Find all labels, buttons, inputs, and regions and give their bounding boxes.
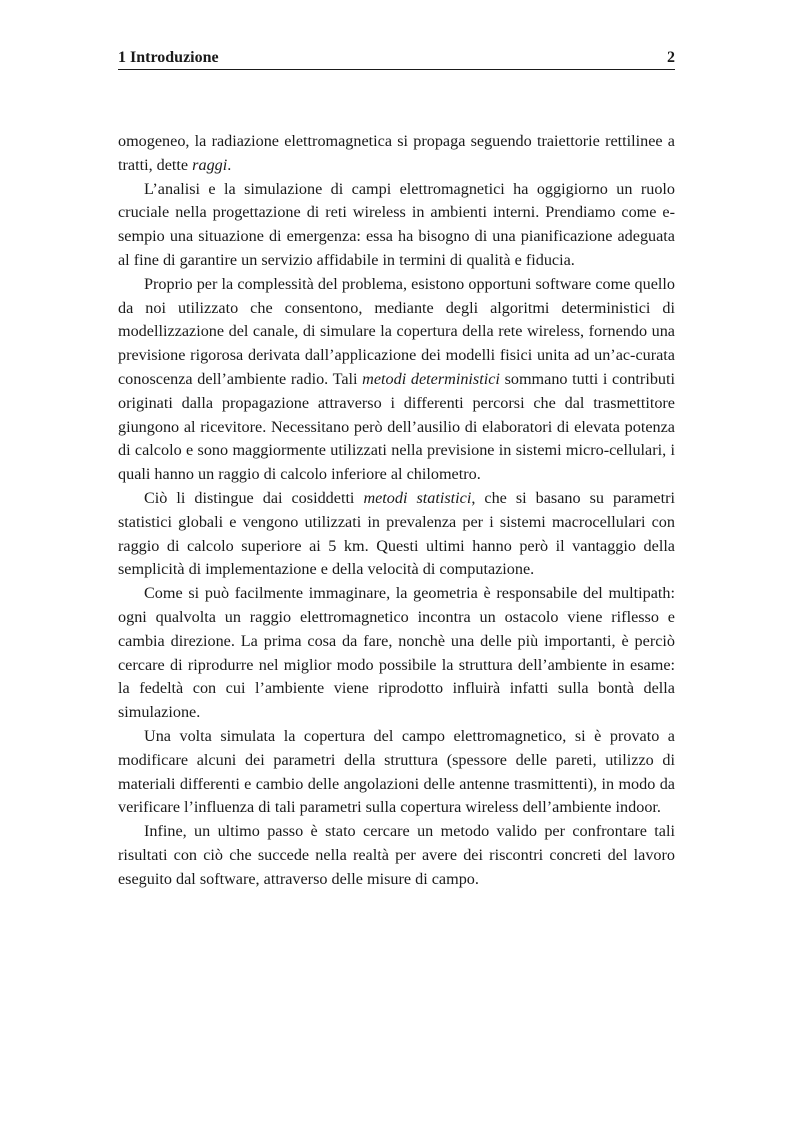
text-run: Infine, un ultimo passo è stato cercare un metodo valido per confrontare tali risultati con ciò che succede nella realtà per avere dei riscontri concreti del lavoro eseguito dal software, attraverso delle misure di campo. — [118, 822, 675, 888]
body-text — [118, 130, 675, 892]
paragraph — [118, 820, 675, 891]
text-run: Come si può facilmente immaginare, la geometria è responsabile del multipath: ogni qualvolta un raggio elettromagnetico incontra un ostacolo viene riflesso e cambia direzione. La prima cosa da fare, nonchè una delle più importanti, è perciò cercare di riprodurre nel miglior modo possibile la struttura dell’ambiente in esame: la fedeltà con cui l’ambiente viene riprodotto influirà infatti sulla bontà della simulazione. — [118, 584, 675, 722]
text-run: . — [227, 155, 232, 174]
paragraph — [118, 487, 675, 582]
text-run: Ciò li distingue dai cosiddetti — [144, 488, 364, 507]
paragraph — [118, 178, 675, 273]
text-run: Una volta simulata la copertura del campo elettromagnetico, si è provato a modificare alcuni dei parametri della struttura (spessore delle pareti, utilizzo di materiali differenti e cambio delle angolazioni delle antenne trasmittenti), in modo da verificare l’influenza di tali parametri sulla copertura wireless dell’ambiente indoor. — [118, 726, 675, 817]
text-run: sommano tutti i contributi originati dalla propagazione attraverso i differenti percorsi che dal trasmettitore giungono al ricevitore. Necessitano però dell’ausilio di elaboratori di elevata potenza di calcolo e sono maggiormente utilizzati nella previsione in sistemi micro-cellulari, i quali hanno un raggio di calcolo inferiore al chilometro. — [118, 369, 675, 484]
italic-term: raggi — [192, 155, 228, 174]
italic-term: metodi statistici — [363, 488, 472, 507]
text-run: L’analisi e la simulazione di campi elettromagnetici ha oggigiorno un ruolo cruciale nella progettazione di reti wireless in ambienti interni. Prendiamo come e-sempio una situazione di emergenza: essa ha bisogno di una pianificazione adeguata al fine di garantire un servizio affidabile in termini di qualità e fiducia. — [118, 179, 675, 269]
italic-term: metodi deterministici — [362, 369, 500, 388]
page-number: 2 — [667, 49, 675, 66]
paragraph — [118, 725, 675, 820]
paragraph — [118, 130, 675, 178]
text-run: , che si basano su parametri statistici globali e vengono utilizzati in prevalenza per i sistemi macrocellulari con raggio di calcolo superiore ai 5 km. Questi ultimi hanno però il vantaggio della semplicità di implementazione e della velocità di computazione. — [118, 488, 676, 579]
chapter-title: 1 Introduzione — [118, 49, 219, 66]
paragraph — [118, 582, 675, 725]
running-header — [118, 47, 675, 70]
paragraph — [118, 273, 675, 487]
text-run: Proprio per la complessità del problema, esistono opportuni software come quello da noi utilizzato che consentono, mediante degli algoritmi deterministici di modellizzazione del canale, di simulare la copertura della rete wireless, fornendo una previsione rigorosa derivata dall’applicazione dei modelli fisici unita ad un’ac-curata conoscenza dell’ambiente radio. Tali — [118, 274, 675, 388]
text-run: omogeneo, la radiazione elettromagnetica si propaga seguendo traiettorie rettilinee a tratti, dette — [118, 132, 675, 174]
